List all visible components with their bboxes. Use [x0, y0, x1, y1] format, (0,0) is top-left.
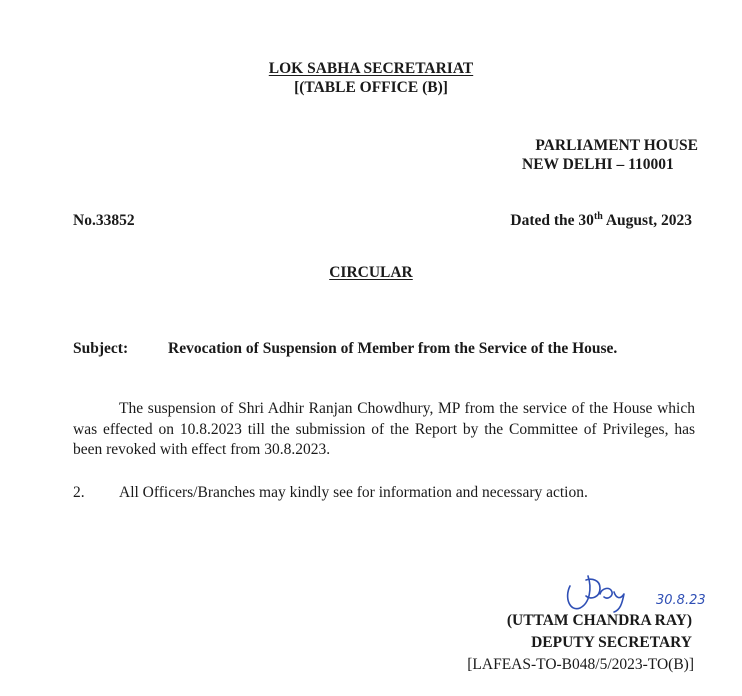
paragraph-2-number: 2.: [73, 484, 85, 501]
dated-line: [510, 212, 692, 230]
body-paragraph-1: The suspension of Shri Adhir Ranjan Chowdhury, MP from the service of the House which was effected on 10.8.2023 till the submission of the Report by the Committee of Privileges, has been revoked with effect from 30.8.2023.: [73, 400, 695, 458]
organization-name: [0, 60, 742, 78]
circular-title: [0, 264, 742, 282]
signature-date: 30.8.23: [656, 593, 706, 608]
dated-rest: August, 2023: [602, 212, 692, 229]
circular-title-text: CIRCULAR: [329, 264, 413, 281]
dated-prefix: Dated the 30: [510, 212, 594, 229]
subject-text: Revocation of Suspension of Member from the Service of the House.: [168, 340, 618, 357]
file-reference: [LAFEAS-TO-B048/5/2023-TO(B)]: [467, 656, 694, 673]
office-name: [(TABLE OFFICE (B)]: [294, 79, 448, 96]
signatory-name: (UTTAM CHANDRA RAY): [506, 612, 692, 629]
organization-name-text: LOK SABHA SECRETARIAT: [268, 60, 474, 77]
address-line-1: PARLIAMENT HOUSE: [535, 137, 698, 154]
paragraph-2-text: All Officers/Branches may kindly see for information and necessary action.: [119, 484, 588, 501]
signatory-designation: DEPUTY SECRETARY: [531, 634, 692, 651]
dated-ordinal-suffix: th: [593, 210, 603, 222]
circular-number: No.33852: [73, 212, 135, 229]
subject-label: Subject:: [73, 340, 129, 357]
address-line-2: NEW DELHI – 110001: [522, 156, 674, 173]
